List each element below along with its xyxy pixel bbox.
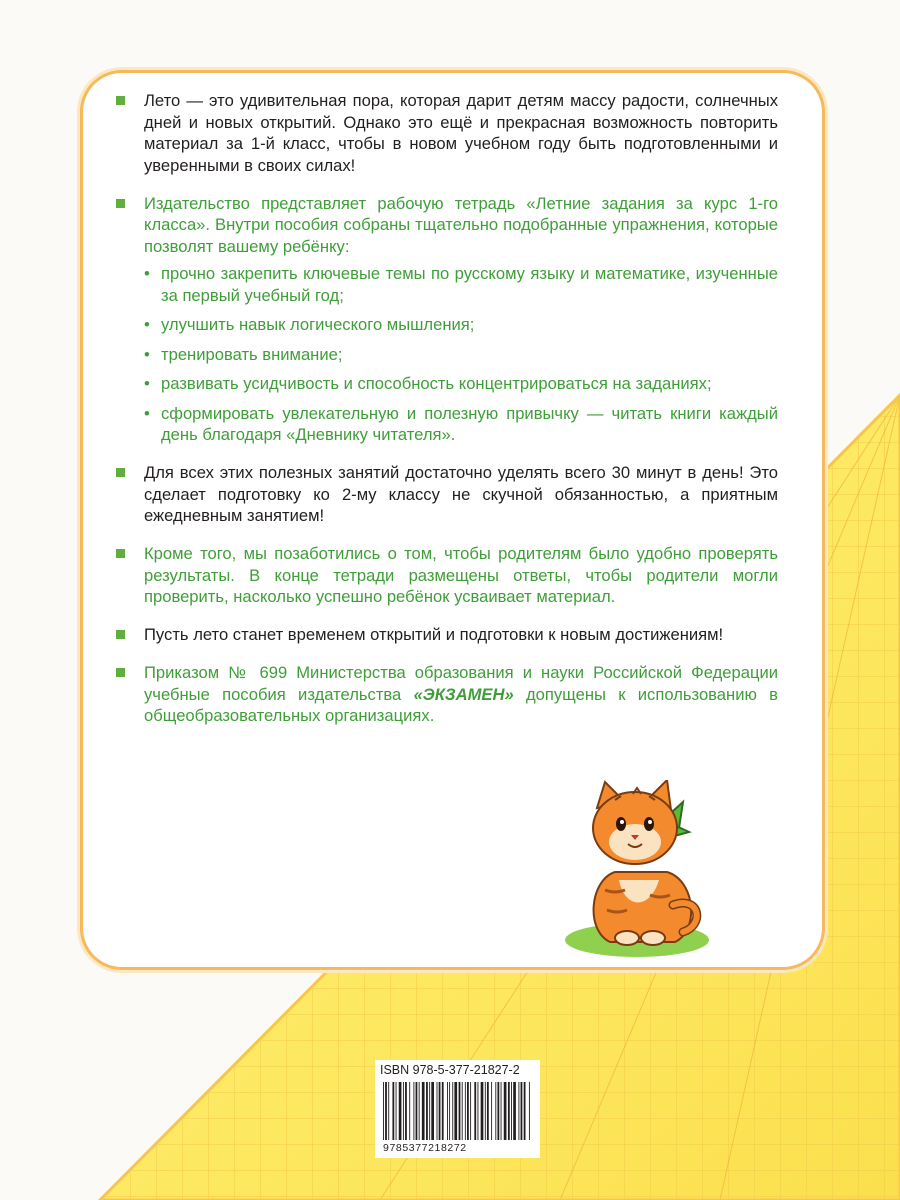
isbn-number: ISBN 978-5-377-21827-2	[380, 1063, 520, 1077]
barcode-bar	[413, 1082, 414, 1140]
barcode-bar	[454, 1082, 457, 1140]
paragraph-summer: Пусть лето станет временем открытий и подготовки к новым достижениям!	[113, 624, 778, 646]
barcode-bars	[381, 1082, 535, 1140]
order-text: Приказом № 699 Министерства образования и науки Российской Федерации учебные пособия издательства	[144, 663, 778, 704]
barcode-bar	[511, 1082, 512, 1140]
barcode-bar	[439, 1082, 441, 1140]
brand-name: «ЭКЗАМЕН»	[413, 684, 514, 704]
barcode-bar	[399, 1082, 402, 1140]
barcode-bar	[396, 1082, 397, 1140]
barcode-bar	[529, 1082, 530, 1140]
barcode-bar	[429, 1082, 430, 1140]
barcode-bar	[416, 1082, 418, 1140]
barcode-bar	[437, 1082, 438, 1140]
barcode-bar	[419, 1082, 420, 1140]
cat-illustration	[555, 780, 715, 960]
barcode-bar	[409, 1082, 410, 1140]
list-item: • тренировать внимание;	[113, 344, 778, 366]
isbn-barcode	[375, 1060, 540, 1158]
benefits-list	[113, 263, 778, 446]
barcode-bar	[504, 1082, 507, 1140]
barcode-bar	[491, 1082, 492, 1140]
list-item: • прочно закрепить ключевые темы по русскому языку и математике, изученные за первый учебный год;	[113, 263, 778, 306]
list-item: • сформировать увлекательную и полезную привычку — читать книги каждый день благодаря «Дневнику читателя».	[113, 403, 778, 446]
barcode-bar	[388, 1082, 389, 1140]
barcode-bar	[478, 1082, 479, 1140]
barcode-bar	[513, 1082, 516, 1140]
paragraph-time: Для всех этих полезных занятий достаточно уделять всего 30 минут в день! Это сделает подготовку ко 2-му классу не скучной обязанностью, а приятным ежедневным занятием!	[113, 462, 778, 527]
list-item: • улучшить навык логического мышления;	[113, 314, 778, 336]
paragraph-parents: Кроме того, мы позаботились о том, чтобы родителям было удобно проверять результаты. В конце тетради размещены ответы, чтобы родители могли проверить, насколько успешно ребёнок усваивает материал.	[113, 543, 778, 608]
barcode-bar	[422, 1082, 425, 1140]
barcode-bar	[426, 1082, 428, 1140]
barcode-bar	[431, 1082, 434, 1140]
barcode-bar	[465, 1082, 466, 1140]
barcode-bar	[449, 1082, 450, 1140]
barcode-bar	[447, 1082, 448, 1140]
barcode-bar	[481, 1082, 484, 1140]
barcode-bar	[485, 1082, 486, 1140]
paragraph-publisher: Издательство представляет рабочую тетрадь «Летние задания за курс 1-го класса». Внутри пособия собраны тщательно подобранные упражнения, которые позволят вашему ребёнку:	[113, 193, 778, 258]
barcode-bar	[405, 1082, 407, 1140]
barcode-digits: 9785377218272	[383, 1142, 467, 1154]
barcode-bar	[508, 1082, 510, 1140]
description-text	[113, 90, 778, 743]
barcode-bar	[521, 1082, 523, 1140]
barcode-bar	[452, 1082, 453, 1140]
barcode-bar	[495, 1082, 496, 1140]
barcode-bar	[487, 1082, 489, 1140]
paragraph-intro: Лето — это удивительная пора, которая дарит детям массу радости, солнечных дней и новых открытий. Однако это ещё и прекрасная возможность повторить материал за 1-й класс, чтобы в новом учебном году быть подготовленными и уверенными в своих силах!	[113, 90, 778, 176]
barcode-bar	[524, 1082, 526, 1140]
barcode-bar	[462, 1082, 463, 1140]
barcode-bar	[470, 1082, 471, 1140]
barcode-bar	[383, 1082, 384, 1140]
barcode-bar	[518, 1082, 519, 1140]
barcode-bar	[474, 1082, 476, 1140]
barcode-bar	[442, 1082, 444, 1140]
barcode-bar	[501, 1082, 502, 1140]
barcode-bar	[467, 1082, 469, 1140]
list-item: • развивать усидчивость и способность концентрироваться на заданиях;	[113, 373, 778, 395]
barcode-bar	[459, 1082, 461, 1140]
barcode-bar	[403, 1082, 404, 1140]
barcode-bar	[385, 1082, 387, 1140]
order-text-end: допущены к использованию в общеобразовательных организациях.	[144, 684, 778, 726]
barcode-bar	[497, 1082, 499, 1140]
paragraph-order	[113, 662, 778, 727]
barcode-bar	[392, 1082, 394, 1140]
